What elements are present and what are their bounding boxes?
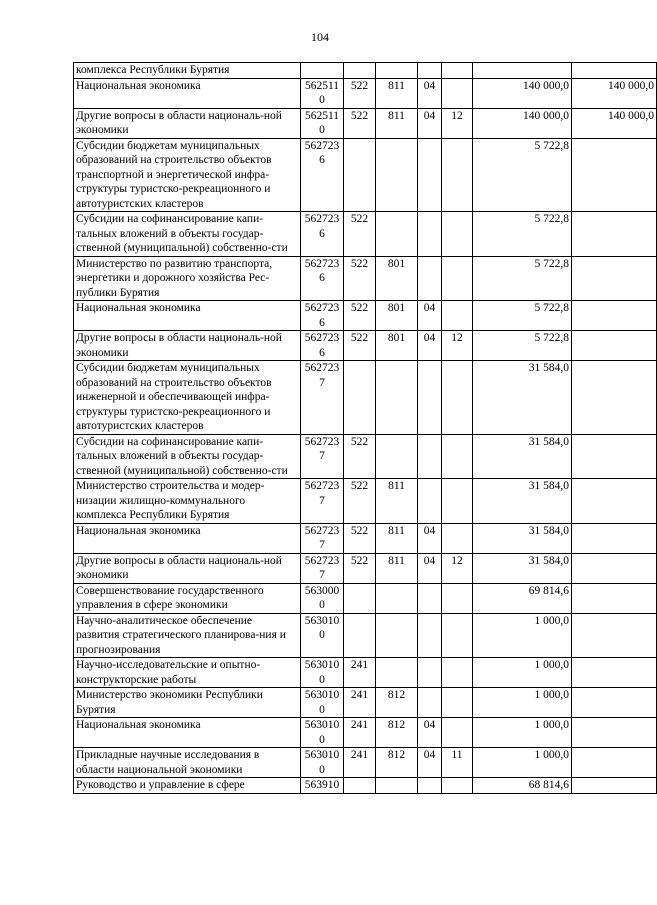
row-amount2-cell: 140 000,0 — [572, 108, 657, 138]
row-subcode-cell: 241 — [344, 748, 376, 778]
row-name-cell: Научно-аналитическое обеспечение развития стратегического планирова-ния и прогнозирования — [74, 613, 301, 658]
row-section-cell: 04 — [418, 331, 442, 361]
table-row — [74, 553, 657, 583]
row-subsection-cell — [442, 718, 473, 748]
row-amount2-cell — [572, 479, 657, 524]
row-amount2-cell — [572, 63, 657, 79]
row-subcode-cell — [344, 361, 376, 435]
row-subsection-cell — [442, 658, 473, 688]
row-code-cell: 5625110 — [301, 108, 344, 138]
row-subsection-cell — [442, 479, 473, 524]
row-section-cell — [418, 434, 442, 479]
row-code-cell: 5627237 — [301, 553, 344, 583]
row-name-cell: Национальная экономика — [74, 523, 301, 553]
row-section-cell — [418, 613, 442, 658]
row-section-cell — [418, 583, 442, 613]
row-code-cell: 5627236 — [301, 212, 344, 257]
row-name-cell: комплекса Республики Бурятия — [74, 63, 301, 79]
row-subsection-cell — [442, 212, 473, 257]
table-row — [74, 138, 657, 212]
row-subsection-cell: 12 — [442, 108, 473, 138]
row-amount2-cell — [572, 138, 657, 212]
row-name-cell: Субсидии бюджетам муниципальных образований на строительство объектов инженерной и обеспечивающей инфра-структуры туристско-рекреационного и автотуристских кластеров — [74, 361, 301, 435]
table-row — [74, 718, 657, 748]
row-amount-cell: 1 000,0 — [473, 658, 572, 688]
table-row — [74, 63, 657, 79]
row-name-cell: Субсидии бюджетам муниципальных образований на строительство объектов транспортной и энергетической инфра-структуры туристско-рекреационного и автотуристских кластеров — [74, 138, 301, 212]
table-row — [74, 778, 657, 794]
row-amount-cell — [473, 63, 572, 79]
row-code-cell — [301, 63, 344, 79]
row-subsection-cell — [442, 361, 473, 435]
row-section-cell: 04 — [418, 748, 442, 778]
row-section-cell — [418, 778, 442, 794]
row-amount2-cell — [572, 331, 657, 361]
table-row — [74, 688, 657, 718]
row-department-cell — [376, 583, 418, 613]
row-subcode-cell — [344, 613, 376, 658]
row-amount-cell: 1 000,0 — [473, 688, 572, 718]
row-section-cell: 04 — [418, 718, 442, 748]
table-row — [74, 658, 657, 688]
row-amount2-cell: 140 000,0 — [572, 78, 657, 108]
table-row — [74, 479, 657, 524]
row-name-cell: Другие вопросы в области националь-ной экономики — [74, 108, 301, 138]
row-department-cell: 811 — [376, 108, 418, 138]
row-subsection-cell: 11 — [442, 748, 473, 778]
row-subsection-cell — [442, 63, 473, 79]
row-section-cell: 04 — [418, 301, 442, 331]
row-amount2-cell — [572, 583, 657, 613]
row-amount2-cell — [572, 523, 657, 553]
row-code-cell: 5627237 — [301, 523, 344, 553]
row-section-cell — [418, 256, 442, 301]
row-section-cell — [418, 658, 442, 688]
row-amount2-cell — [572, 613, 657, 658]
row-amount-cell: 1 000,0 — [473, 718, 572, 748]
row-amount-cell: 140 000,0 — [473, 108, 572, 138]
row-code-cell: 5627237 — [301, 361, 344, 435]
row-name-cell: Субсидии на софинансирование капи-тальных вложений в объекты государ-ственной (муниципальной) собственно-сти — [74, 434, 301, 479]
row-name-cell: Национальная экономика — [74, 78, 301, 108]
row-subsection-cell — [442, 583, 473, 613]
row-subsection-cell — [442, 523, 473, 553]
row-name-cell: Совершенствование государственного управления в сфере экономики — [74, 583, 301, 613]
table-body — [74, 63, 657, 794]
row-department-cell: 812 — [376, 688, 418, 718]
row-code-cell: 5630100 — [301, 718, 344, 748]
row-department-cell — [376, 434, 418, 479]
row-subsection-cell — [442, 778, 473, 794]
row-amount-cell: 31 584,0 — [473, 523, 572, 553]
row-department-cell: 801 — [376, 256, 418, 301]
row-department-cell: 812 — [376, 718, 418, 748]
row-code-cell: 5627236 — [301, 331, 344, 361]
row-subcode-cell: 522 — [344, 479, 376, 524]
row-amount2-cell — [572, 778, 657, 794]
row-section-cell: 04 — [418, 553, 442, 583]
row-amount2-cell — [572, 718, 657, 748]
row-name-cell: Министерство экономики Республики Бурятия — [74, 688, 301, 718]
row-subcode-cell — [344, 138, 376, 212]
table-row — [74, 748, 657, 778]
row-department-cell — [376, 613, 418, 658]
row-code-cell: 5625110 — [301, 78, 344, 108]
row-section-cell: 04 — [418, 108, 442, 138]
row-section-cell — [418, 688, 442, 718]
row-amount-cell: 1 000,0 — [473, 613, 572, 658]
table-row — [74, 212, 657, 257]
row-amount-cell: 5 722,8 — [473, 256, 572, 301]
row-department-cell — [376, 63, 418, 79]
row-department-cell — [376, 212, 418, 257]
row-section-cell — [418, 212, 442, 257]
row-amount2-cell — [572, 301, 657, 331]
row-subcode-cell — [344, 583, 376, 613]
row-amount-cell: 68 814,6 — [473, 778, 572, 794]
row-amount-cell: 1 000,0 — [473, 748, 572, 778]
row-section-cell — [418, 479, 442, 524]
row-code-cell: 5630100 — [301, 748, 344, 778]
row-subcode-cell: 522 — [344, 256, 376, 301]
row-amount-cell: 69 814,6 — [473, 583, 572, 613]
row-subcode-cell: 522 — [344, 78, 376, 108]
row-subsection-cell: 12 — [442, 331, 473, 361]
page-number: 104 — [311, 30, 329, 44]
row-amount2-cell — [572, 212, 657, 257]
row-subsection-cell — [442, 613, 473, 658]
table-row — [74, 361, 657, 435]
table-row — [74, 256, 657, 301]
table-row — [74, 613, 657, 658]
row-department-cell: 812 — [376, 748, 418, 778]
table-row — [74, 331, 657, 361]
row-subcode-cell — [344, 63, 376, 79]
row-amount2-cell — [572, 658, 657, 688]
row-code-cell: 5630100 — [301, 658, 344, 688]
row-subsection-cell — [442, 688, 473, 718]
row-subsection-cell: 12 — [442, 553, 473, 583]
row-subcode-cell: 522 — [344, 212, 376, 257]
row-name-cell: Национальная экономика — [74, 718, 301, 748]
row-department-cell: 811 — [376, 479, 418, 524]
row-department-cell — [376, 778, 418, 794]
budget-table — [73, 62, 657, 794]
row-code-cell: 5627236 — [301, 301, 344, 331]
row-subsection-cell — [442, 78, 473, 108]
row-subcode-cell: 522 — [344, 301, 376, 331]
row-section-cell — [418, 138, 442, 212]
row-department-cell — [376, 361, 418, 435]
row-subcode-cell: 522 — [344, 553, 376, 583]
row-code-cell: 5627237 — [301, 434, 344, 479]
row-code-cell: 5630000 — [301, 583, 344, 613]
row-code-cell: 5627236 — [301, 138, 344, 212]
table-row — [74, 108, 657, 138]
row-name-cell: Другие вопросы в области националь-ной экономики — [74, 553, 301, 583]
row-subcode-cell: 522 — [344, 434, 376, 479]
row-amount-cell: 5 722,8 — [473, 212, 572, 257]
row-code-cell: 563910 — [301, 778, 344, 794]
row-department-cell: 811 — [376, 553, 418, 583]
row-amount2-cell — [572, 688, 657, 718]
row-department-cell: 801 — [376, 301, 418, 331]
row-code-cell: 5627237 — [301, 479, 344, 524]
table-row — [74, 301, 657, 331]
row-amount-cell: 31 584,0 — [473, 479, 572, 524]
row-name-cell: Прикладные научные исследования в области национальной экономики — [74, 748, 301, 778]
row-name-cell: Министерство строительства и модер-низации жилищно-коммунального комплекса Республики Бурятия — [74, 479, 301, 524]
row-amount-cell: 31 584,0 — [473, 434, 572, 479]
row-subsection-cell — [442, 301, 473, 331]
row-code-cell: 5630100 — [301, 613, 344, 658]
row-section-cell: 04 — [418, 78, 442, 108]
row-section-cell — [418, 63, 442, 79]
row-name-cell: Министерство по развитию транспорта, энергетики и дорожного хозяйства Рес-публики Бурятия — [74, 256, 301, 301]
row-name-cell: Научно-исследовательские и опытно-конструкторские работы — [74, 658, 301, 688]
row-subcode-cell: 241 — [344, 688, 376, 718]
row-subsection-cell — [442, 256, 473, 301]
table-row — [74, 583, 657, 613]
row-department-cell: 801 — [376, 331, 418, 361]
row-name-cell: Национальная экономика — [74, 301, 301, 331]
row-subcode-cell — [344, 778, 376, 794]
row-amount-cell: 5 722,8 — [473, 301, 572, 331]
row-amount-cell: 31 584,0 — [473, 361, 572, 435]
row-amount-cell: 31 584,0 — [473, 553, 572, 583]
row-section-cell: 04 — [418, 523, 442, 553]
row-subcode-cell: 522 — [344, 331, 376, 361]
row-section-cell — [418, 361, 442, 435]
row-amount2-cell — [572, 553, 657, 583]
row-name-cell: Субсидии на софинансирование капи-тальных вложений в объекты государ-ственной (муниципальной) собственно-сти — [74, 212, 301, 257]
row-subcode-cell: 241 — [344, 718, 376, 748]
row-subcode-cell: 522 — [344, 523, 376, 553]
row-subcode-cell: 522 — [344, 108, 376, 138]
row-amount-cell: 140 000,0 — [473, 78, 572, 108]
row-code-cell: 5630100 — [301, 688, 344, 718]
row-subcode-cell: 241 — [344, 658, 376, 688]
row-name-cell: Руководство и управление в сфере — [74, 778, 301, 794]
row-name-cell: Другие вопросы в области националь-ной экономики — [74, 331, 301, 361]
row-department-cell — [376, 658, 418, 688]
row-subsection-cell — [442, 138, 473, 212]
table-row — [74, 78, 657, 108]
row-department-cell: 811 — [376, 523, 418, 553]
row-amount2-cell — [572, 361, 657, 435]
row-code-cell: 5627236 — [301, 256, 344, 301]
table-row — [74, 523, 657, 553]
row-subsection-cell — [442, 434, 473, 479]
row-amount2-cell — [572, 748, 657, 778]
row-amount-cell: 5 722,8 — [473, 138, 572, 212]
table-row — [74, 434, 657, 479]
row-department-cell — [376, 138, 418, 212]
row-amount2-cell — [572, 256, 657, 301]
row-amount-cell: 5 722,8 — [473, 331, 572, 361]
row-amount2-cell — [572, 434, 657, 479]
row-department-cell: 811 — [376, 78, 418, 108]
